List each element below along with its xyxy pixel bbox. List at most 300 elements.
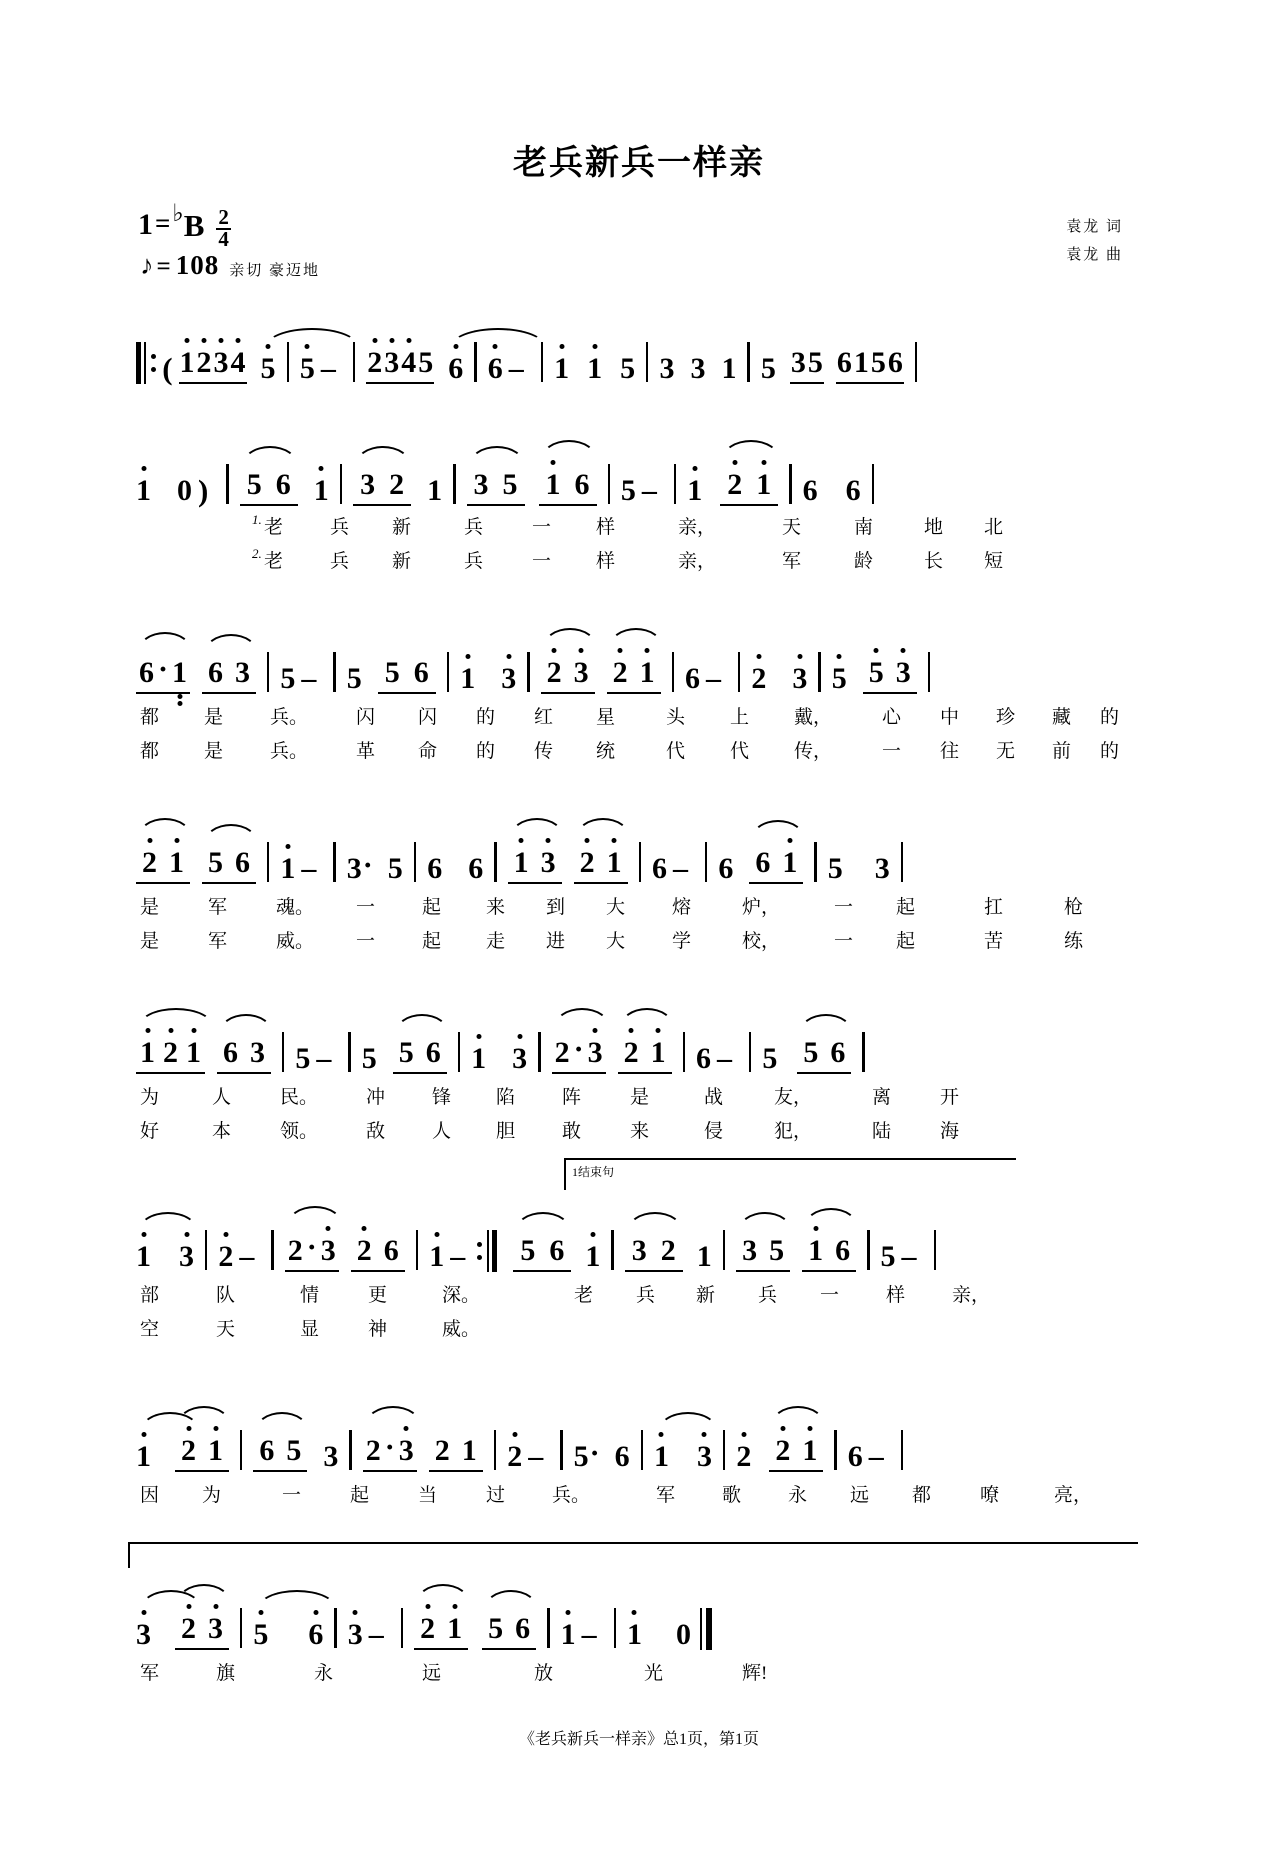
- note: 3: [792, 664, 807, 694]
- lyric-syllable: 大: [606, 931, 626, 952]
- note: 2: [181, 1614, 196, 1644]
- note: 2: [554, 1036, 570, 1069]
- barline: [814, 842, 816, 882]
- augmentation-dot: ·: [306, 1231, 317, 1264]
- note: 5: [488, 1612, 504, 1645]
- note: 6: [887, 346, 903, 379]
- note: 1: [172, 658, 187, 688]
- note: 2: [181, 1436, 196, 1466]
- note: 6: [755, 846, 771, 879]
- lyric-syllable: 放: [534, 1663, 554, 1684]
- note-group: [720, 470, 778, 506]
- note: 2: [736, 1442, 751, 1472]
- barline: [541, 342, 543, 382]
- duration-dash: –: [581, 1618, 597, 1651]
- note: 2: [367, 348, 382, 378]
- barline: [333, 842, 335, 882]
- note: 6: [549, 1234, 565, 1267]
- lyric-syllable: 戴，: [794, 707, 833, 728]
- note: 2: [751, 664, 766, 694]
- note: 3: [348, 1620, 363, 1650]
- lyric-syllable: 胆: [496, 1121, 516, 1142]
- barline: [928, 652, 930, 692]
- page-title: 老兵新兵一样亲: [513, 145, 765, 182]
- lyrics-row-verse2: [134, 1314, 1144, 1348]
- lyric-syllable: 敢: [562, 1121, 582, 1142]
- note-group: [482, 1614, 536, 1650]
- lyric-syllable: 是: [140, 897, 160, 918]
- lyric-syllable: 走: [486, 931, 506, 952]
- lyric-syllable: 神: [368, 1319, 388, 1340]
- note: 2: [775, 1436, 790, 1466]
- note-group: [513, 1236, 571, 1272]
- time-numerator: 2: [218, 205, 229, 229]
- note: 2: [197, 348, 212, 378]
- note: 6: [259, 1434, 275, 1467]
- lyric-syllable: 是: [630, 1087, 650, 1108]
- lyric-syllable: 样: [596, 551, 616, 572]
- staff-line-3: [134, 616, 1144, 694]
- duration-dash: –: [316, 1042, 332, 1075]
- lyric-syllable: 新: [392, 517, 412, 538]
- note: 6: [515, 1612, 531, 1645]
- note: 4: [401, 348, 416, 378]
- duration-dash: –: [301, 662, 317, 695]
- quarter-note-icon: ♪: [140, 250, 154, 280]
- barline: [683, 1032, 685, 1072]
- note: 1: [756, 470, 771, 500]
- note: 1: [280, 854, 295, 884]
- barline: [867, 1230, 869, 1270]
- barline: [348, 1032, 350, 1072]
- note: 1: [696, 1240, 712, 1273]
- note-group: [351, 1236, 405, 1272]
- lyric-syllable: 亮，: [1054, 1485, 1093, 1506]
- note: 2: [613, 658, 628, 688]
- barline: [723, 1230, 725, 1270]
- duration-dash: –: [508, 352, 524, 385]
- lyric-syllable: 一: [282, 1485, 302, 1506]
- lyric-syllable: 海: [940, 1121, 960, 1142]
- lyric-syllable: 革: [356, 741, 376, 762]
- note-group: [179, 348, 247, 384]
- barline: [934, 1230, 936, 1270]
- lyric-syllable: 珍: [996, 707, 1016, 728]
- lyric-syllable: 陷: [496, 1087, 516, 1108]
- note: 2: [287, 1234, 303, 1267]
- note: 6: [845, 474, 861, 507]
- note: 6: [718, 852, 734, 885]
- lyric-syllable: 开: [940, 1087, 960, 1108]
- note: 1: [447, 1614, 462, 1644]
- barline: [494, 1430, 496, 1470]
- note: 1: [853, 346, 869, 379]
- lyric-syllable: 来: [630, 1121, 650, 1142]
- lyric-syllable: 一: [356, 897, 376, 918]
- duration-dash: –: [641, 474, 657, 507]
- close-paren: ): [198, 473, 209, 508]
- note-group: [240, 470, 298, 506]
- note-group: [625, 1236, 683, 1272]
- augmentation-dot: ·: [362, 849, 373, 882]
- lyric-syllable: 侵: [704, 1121, 724, 1142]
- note: 5: [803, 1036, 819, 1069]
- note: 1: [169, 848, 184, 878]
- lyric-syllable: 新: [392, 551, 412, 572]
- note-group: [797, 1038, 851, 1074]
- barline: [458, 1032, 460, 1072]
- note: 3: [501, 664, 516, 694]
- lyric-syllable: 是: [140, 931, 160, 952]
- note: 3: [214, 348, 229, 378]
- lyric-syllable: 为: [140, 1087, 160, 1108]
- lyrics-row-verse1: [134, 892, 1144, 926]
- note-group: [378, 658, 436, 694]
- lyric-syllable: 一: [834, 897, 854, 918]
- lyric-syllable: 本: [212, 1121, 232, 1142]
- barline: [611, 1230, 613, 1270]
- note: 3: [346, 852, 362, 885]
- note-group: [414, 1614, 468, 1650]
- note: 5: [832, 664, 847, 694]
- lyric-syllable: 熔: [672, 897, 692, 918]
- note: 6: [308, 1620, 323, 1650]
- barline: [749, 1032, 751, 1072]
- verse-number: 1.: [252, 512, 262, 527]
- note-group: [836, 348, 904, 384]
- note: 5: [573, 1440, 589, 1473]
- lyric-syllable: 起: [350, 1485, 370, 1506]
- lyric-syllable: 兵: [758, 1285, 778, 1306]
- lyric-syllable: 天: [782, 517, 802, 538]
- note: 6: [695, 1042, 711, 1075]
- barline: [705, 842, 707, 882]
- note-group: [285, 1231, 339, 1272]
- note: 5: [361, 1042, 377, 1075]
- note: 1: [782, 848, 797, 878]
- note: 3: [360, 468, 376, 501]
- volta-label: 1结束句: [572, 1165, 615, 1179]
- lyric-syllable: 远: [850, 1485, 870, 1506]
- note: 3: [790, 346, 806, 379]
- lyric-syllable: 命: [418, 741, 438, 762]
- lyric-syllable: 无: [996, 741, 1016, 762]
- lyric-syllable: 犯，: [774, 1121, 813, 1142]
- barline: [547, 1608, 549, 1648]
- note: 1: [808, 1236, 823, 1266]
- barline: [614, 1608, 616, 1648]
- note-group: [736, 1236, 790, 1272]
- note-group: [769, 1436, 823, 1472]
- lyric-syllable: 战: [704, 1087, 724, 1108]
- lyrics-row-verse1: [134, 1280, 1144, 1314]
- tempo-marking: [140, 250, 320, 281]
- barline: [901, 1430, 903, 1470]
- note: 6: [488, 354, 503, 384]
- augmentation-dot: ·: [158, 653, 169, 686]
- lyric-syllable: 更: [368, 1285, 388, 1306]
- lyric-syllable: 光: [644, 1663, 664, 1684]
- note: 2: [624, 1038, 639, 1068]
- lyric-syllable: 永: [788, 1485, 808, 1506]
- duration-dash: –: [705, 662, 721, 695]
- barline: [414, 842, 416, 882]
- note: 2: [365, 1434, 381, 1467]
- lyric-syllable: 样: [886, 1285, 906, 1306]
- lyric-syllable: 为: [202, 1485, 222, 1506]
- note: 6: [425, 1036, 441, 1069]
- note-group: [508, 848, 562, 884]
- tempo-equals: =: [156, 253, 171, 280]
- verse-number: 2.: [252, 546, 262, 561]
- lyric-syllable: 闪: [356, 707, 376, 728]
- note: 5: [762, 1042, 778, 1075]
- note: 6: [836, 346, 852, 379]
- lyric-syllable: 都: [912, 1485, 932, 1506]
- note-group: [363, 1431, 417, 1472]
- barline: [901, 842, 903, 882]
- barline: [674, 464, 676, 504]
- note: 2: [580, 848, 595, 878]
- duration-dash: –: [320, 352, 336, 385]
- duration-dash: –: [901, 1240, 917, 1273]
- barline: [267, 652, 269, 692]
- lyric-syllable: 长: [924, 551, 944, 572]
- note-group: [136, 653, 190, 694]
- note: 6: [235, 846, 250, 879]
- lyric-syllable: 都: [140, 741, 160, 762]
- lyric-syllable: 起: [896, 897, 916, 918]
- lyric-syllable: 离: [872, 1087, 892, 1108]
- note: 5: [769, 1234, 785, 1267]
- barline: [723, 1430, 725, 1470]
- note-group: [574, 848, 628, 884]
- lyrics-row-verse1: [134, 512, 1144, 546]
- lyric-syllable: 兵。: [270, 741, 309, 762]
- lyric-syllable: 旗: [216, 1663, 236, 1684]
- lyric-syllable: 都: [140, 707, 160, 728]
- note-group: [202, 848, 256, 884]
- note: 3: [659, 352, 675, 385]
- note-group: [175, 1436, 229, 1472]
- lyric-syllable: 一: [820, 1285, 840, 1306]
- note: 1: [136, 1242, 151, 1272]
- lyric-syllable: 红: [534, 707, 554, 728]
- note: 5: [869, 658, 884, 688]
- lyric-syllable: 军: [208, 897, 228, 918]
- lyric-syllable: 敌: [366, 1121, 386, 1142]
- note-group: [863, 658, 917, 694]
- lyric-syllable: 星: [596, 707, 616, 728]
- lyrics-row-verse2: [134, 736, 1144, 770]
- note: 1: [554, 354, 569, 384]
- lyric-syllable: 一: [532, 517, 552, 538]
- lyric-syllable: 传，: [794, 741, 833, 762]
- barline: [453, 464, 455, 504]
- note: 2: [357, 1236, 372, 1266]
- augmentation-dot: ·: [589, 1437, 600, 1470]
- note: 1: [627, 1620, 642, 1650]
- note: 2: [163, 1038, 178, 1068]
- note: 6: [802, 474, 818, 507]
- barline: [872, 464, 874, 504]
- note: 5: [295, 1042, 311, 1075]
- lyric-syllable: 因: [140, 1485, 160, 1506]
- sheet-music-page: [0, 135, 1278, 1874]
- barline: [834, 1430, 836, 1470]
- note: 3: [631, 1234, 647, 1267]
- key-note-letter: B: [183, 208, 205, 243]
- page-footer: 《老兵新兵一样亲》总1页，第1页: [518, 1731, 759, 1748]
- note: 1: [429, 1242, 444, 1272]
- note: 5: [418, 346, 434, 379]
- lyric-syllable: 阵: [562, 1087, 582, 1108]
- lyric-syllable: 兵: [636, 1285, 656, 1306]
- lyric-syllable: 南: [854, 517, 874, 538]
- note: 1: [186, 1038, 201, 1068]
- tempo-bpm: 108: [175, 250, 220, 280]
- note: 1: [471, 1044, 486, 1074]
- lyric-syllable: 兵: [330, 551, 350, 572]
- barline: [646, 342, 648, 382]
- note: 5: [246, 468, 262, 501]
- time-signature: [216, 205, 231, 251]
- staff-line-7: [134, 1394, 1144, 1472]
- lyric-syllable: 来: [486, 897, 506, 918]
- note: 5: [387, 852, 403, 885]
- note: 1: [546, 470, 561, 500]
- lyrics-row-verse2: [134, 926, 1144, 960]
- lyric-syllable: 是: [204, 741, 224, 762]
- note: 1: [585, 1242, 600, 1272]
- lyric-syllable: 起: [422, 931, 442, 952]
- note-group: [202, 658, 256, 694]
- lyric-syllable: 统: [596, 741, 616, 762]
- note: 5: [807, 346, 823, 379]
- staff-line-8: [134, 1572, 1144, 1650]
- note: 6: [383, 1234, 399, 1267]
- staff-line-4: [134, 806, 1144, 884]
- note: 5: [346, 662, 362, 695]
- note: 6: [468, 852, 484, 885]
- key-signature: [138, 201, 231, 252]
- barline: [639, 842, 641, 882]
- lyric-syllable: 辉!: [742, 1663, 768, 1684]
- note: 5: [384, 656, 400, 689]
- lyric-syllable: 传: [534, 741, 554, 762]
- lyric-syllable: 兵: [464, 517, 484, 538]
- note-group: [136, 1038, 205, 1074]
- lyric-syllable: 军: [782, 551, 802, 572]
- note: 1: [721, 352, 737, 385]
- lyric-syllable: 的: [476, 741, 496, 762]
- note: 3: [874, 852, 890, 885]
- lyric-syllable: 歌: [722, 1485, 742, 1506]
- note-group: [366, 348, 434, 384]
- lyric-syllable: 人: [212, 1087, 232, 1108]
- staff-line-5: [134, 996, 1144, 1074]
- note: 2: [660, 1234, 676, 1267]
- lyric-syllable: 起: [422, 897, 442, 918]
- note: 3: [896, 658, 911, 688]
- score-header: [0, 201, 1278, 292]
- note: 2: [389, 468, 405, 501]
- lyric-syllable: 天: [216, 1319, 236, 1340]
- barline: [401, 1608, 403, 1648]
- time-denominator: 4: [218, 226, 229, 251]
- repeat-start-icon: [136, 342, 156, 384]
- lyric-syllable: 兵。: [270, 707, 309, 728]
- lyric-syllable: 头: [666, 707, 686, 728]
- duration-dash: –: [672, 852, 688, 885]
- note-group: [802, 1236, 856, 1272]
- lyric-syllable: 一: [532, 551, 552, 572]
- note: 3: [399, 1436, 414, 1466]
- lyric-syllable: 情: [300, 1285, 320, 1306]
- augmentation-dot: ·: [384, 1431, 395, 1464]
- barline: [240, 1430, 242, 1470]
- barline: [641, 1430, 643, 1470]
- lyric-syllable: 老: [264, 517, 284, 538]
- note: 3: [208, 1614, 223, 1644]
- note: 5: [620, 474, 636, 507]
- key-do-label: 1: [138, 208, 153, 241]
- expression-marking: 亲切 豪迈地: [229, 263, 321, 279]
- note: 2: [142, 848, 157, 878]
- lyric-syllable: 前: [1052, 741, 1072, 762]
- rest: 0: [675, 1618, 691, 1651]
- lyric-syllable: 心: [882, 707, 902, 728]
- note: 2: [547, 658, 562, 688]
- lyric-syllable: 代: [666, 741, 686, 762]
- lyric-syllable: 的: [1100, 741, 1120, 762]
- barline: [267, 842, 269, 882]
- note: 3: [690, 352, 706, 385]
- note: 3: [473, 468, 489, 501]
- lyric-syllable: 深。: [442, 1285, 481, 1306]
- note: 3: [235, 656, 251, 689]
- credits: [1066, 214, 1123, 270]
- note: 6: [830, 1036, 846, 1069]
- lyric-syllable: 威。: [442, 1319, 481, 1340]
- flat-icon: ♭: [172, 201, 184, 227]
- note: 1: [136, 476, 151, 506]
- staff-line-1: [134, 306, 1144, 384]
- note: 3: [512, 1044, 527, 1074]
- note: 5: [261, 354, 276, 384]
- barline: [474, 342, 476, 382]
- note: 2: [507, 1442, 522, 1472]
- note-group: [136, 848, 190, 884]
- barline: [527, 652, 529, 692]
- note: 2: [218, 1242, 233, 1272]
- note-group: [749, 848, 803, 884]
- note: 5: [502, 468, 518, 501]
- lyric-syllable: 民。: [280, 1087, 319, 1108]
- duration-dash: –: [368, 1618, 384, 1651]
- lyric-syllable: 地: [924, 517, 944, 538]
- barline: [738, 652, 740, 692]
- barline: [353, 342, 355, 382]
- barline: [494, 842, 496, 882]
- lyric-syllable: 冲: [366, 1087, 386, 1108]
- repeat-end-icon: [477, 1230, 497, 1272]
- note: 3: [179, 1242, 194, 1272]
- lyric-syllable: 中: [940, 707, 960, 728]
- lyric-syllable: 是: [204, 707, 224, 728]
- lyric-syllable: 远: [422, 1663, 442, 1684]
- lyric-syllable: 嘹: [980, 1485, 1000, 1506]
